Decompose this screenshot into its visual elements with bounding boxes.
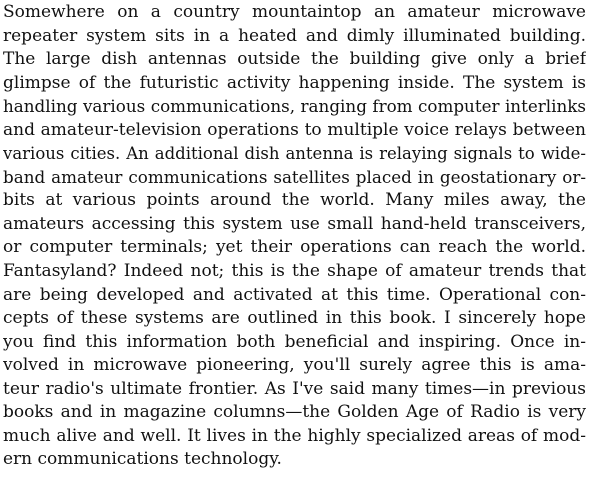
text-line-20: ern communications technology. (3, 449, 282, 470)
text-line-17: teur radio's ultimate frontier. As I've said many times—in previous (3, 378, 586, 399)
text-line-9: bits at various points around the world. Many miles away, the (3, 190, 586, 211)
text-line-3: The large dish antennas outside the building give only a brief (3, 49, 586, 70)
text-line-18: books and in magazine columns—the Golden Age of Radio is very (3, 402, 586, 423)
text-line-1: Somewhere on a country mountaintop an amateur microwave (3, 2, 586, 22)
text-line-4: glimpse of the futuristic activity happening inside. The system is (3, 72, 586, 93)
text-line-11: or computer terminals; yet their operations can reach the world. (3, 237, 586, 258)
text-line-10: amateurs accessing this system use small hand-held transceivers, (3, 213, 586, 234)
document-page (3, 1, 586, 498)
text-line-7: various cities. An additional dish antenna is relaying signals to wide- (3, 144, 586, 164)
text-line-14: cepts of these systems are outlined in this book. I sincerely hope (3, 308, 586, 329)
text-line-19: much alive and well. It lives in the highly specialized areas of mod- (3, 425, 586, 446)
text-line-5: handling various communications, ranging from computer interlinks (3, 96, 586, 117)
text-line-6: and amateur-television operations to multiple voice relays between (3, 119, 586, 140)
text-line-15: you find this information both beneficial and inspiring. Once in- (3, 331, 586, 352)
body-paragraph (3, 1, 586, 472)
text-line-8: band amateur communications satellites placed in geostationary or- (3, 166, 586, 187)
text-line-16: volved in microwave pioneering, you'll surely agree this is ama- (3, 355, 586, 376)
text-line-12: Fantasyland? Indeed not; this is the shape of amateur trends that (3, 261, 586, 282)
text-line-13: are being developed and activated at this time. Operational con- (3, 284, 586, 305)
text-line-2: repeater system sits in a heated and dimly illuminated building. (3, 25, 586, 46)
